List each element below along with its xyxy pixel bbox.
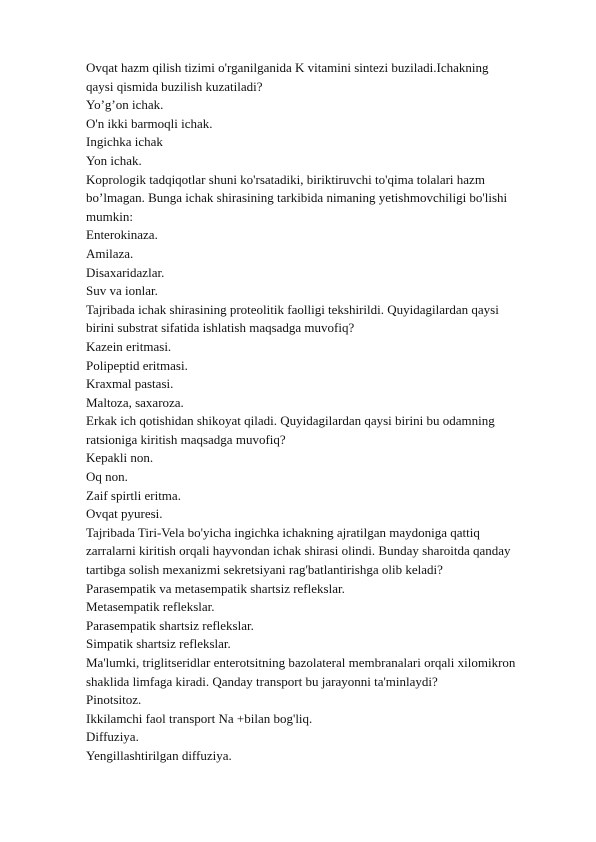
answer-option: Metasempatik reflekslar.: [86, 599, 215, 615]
question-5-line-2: zarralarni kiritish orqali hayvondan ichak shirasi olindi. Bunday sharoitda qanday: [86, 543, 511, 559]
question-6-line-1: Ma'lumki, triglitseridlar enterotsitning bazolateral membranalari orqali xilomikron: [86, 655, 516, 670]
question-1-line-1: Ovqat hazm qilish tizimi o'rganilganida K vitamini sintezi buziladi.Ichakning: [86, 60, 489, 75]
answer-option: Polipeptid eritmasi.: [86, 357, 188, 373]
answer-option: Enterokinaza.: [86, 227, 158, 243]
question-5-line-3: tartibga solish mexanizmi sekretsiyani rag'batlantirishga olib keladi?: [86, 562, 443, 578]
answer-option: Ovqat pyuresi.: [86, 506, 163, 522]
answer-option: Pinotsitoz.: [86, 692, 142, 708]
answer-option: Diffuziya.: [86, 729, 139, 745]
answer-option: Disaxaridazlar.: [86, 264, 165, 280]
answer-option: Maltoza, saxaroza.: [86, 394, 184, 410]
answer-option: Kraxmal pastasi.: [86, 376, 174, 392]
answer-option: Yo’g’on ichak.: [86, 97, 164, 113]
question-4-line-1: Erkak ich qotishidan shikoyat qiladi. Quyidagilardan qaysi birini bu odamning: [86, 413, 495, 429]
answer-option: Oq non.: [86, 469, 128, 485]
answer-option: Simpatik shartsiz reflekslar.: [86, 636, 231, 652]
question-1-line-2: qaysi qismida buzilish kuzatiladi?: [86, 78, 263, 94]
document-text: [86, 59, 526, 766]
answer-option: O'n ikki barmoqli ichak.: [86, 115, 213, 131]
question-2-line-1: Koprologik tadqiqotlar shuni ko'rsatadiki, biriktiruvchi to'qima tolalari hazm: [86, 171, 485, 187]
answer-option: Kazein eritmasi.: [86, 338, 172, 354]
answer-option: Amilaza.: [86, 245, 134, 261]
question-5-line-1: Tajribada Tiri-Vela bo'yicha ingichka ichakning ajratilgan maydoniga qattiq: [86, 524, 480, 540]
question-3-line-2: birini substrat sifatida ishlatish maqsadga muvofiq?: [86, 320, 355, 336]
answer-option: Parasempatik shartsiz reflekslar.: [86, 617, 254, 633]
question-2-line-3: mumkin:: [86, 208, 133, 224]
answer-option: Ikkilamchi faol transport Na +bilan bog'liq.: [86, 710, 313, 726]
answer-option: Ingichka ichak: [86, 134, 163, 150]
question-6-line-2: shaklida limfaga kiradi. Qanday transport bu jarayonni ta'minlaydi?: [86, 673, 438, 689]
answer-option: Kepakli non.: [86, 450, 154, 466]
question-4-line-2: ratsioniga kiritish maqsadga muvofiq?: [86, 431, 286, 447]
question-2-line-2: bo’lmagan. Bunga ichak shirasining tarkibida nimaning yetishmovchiligi bo'lishi: [86, 190, 508, 206]
answer-option: Suv va ionlar.: [86, 283, 158, 299]
answer-option: Yon ichak.: [86, 152, 142, 168]
answer-option: Parasempatik va metasempatik shartsiz reflekslar.: [86, 580, 345, 596]
answer-option: Zaif spirtli eritma.: [86, 487, 181, 503]
answer-option: Yengillashtirilgan diffuziya.: [86, 747, 232, 763]
question-3-line-1: Tajribada ichak shirasining proteolitik faolligi tekshirildi. Quyidagilardan qaysi: [86, 301, 499, 317]
